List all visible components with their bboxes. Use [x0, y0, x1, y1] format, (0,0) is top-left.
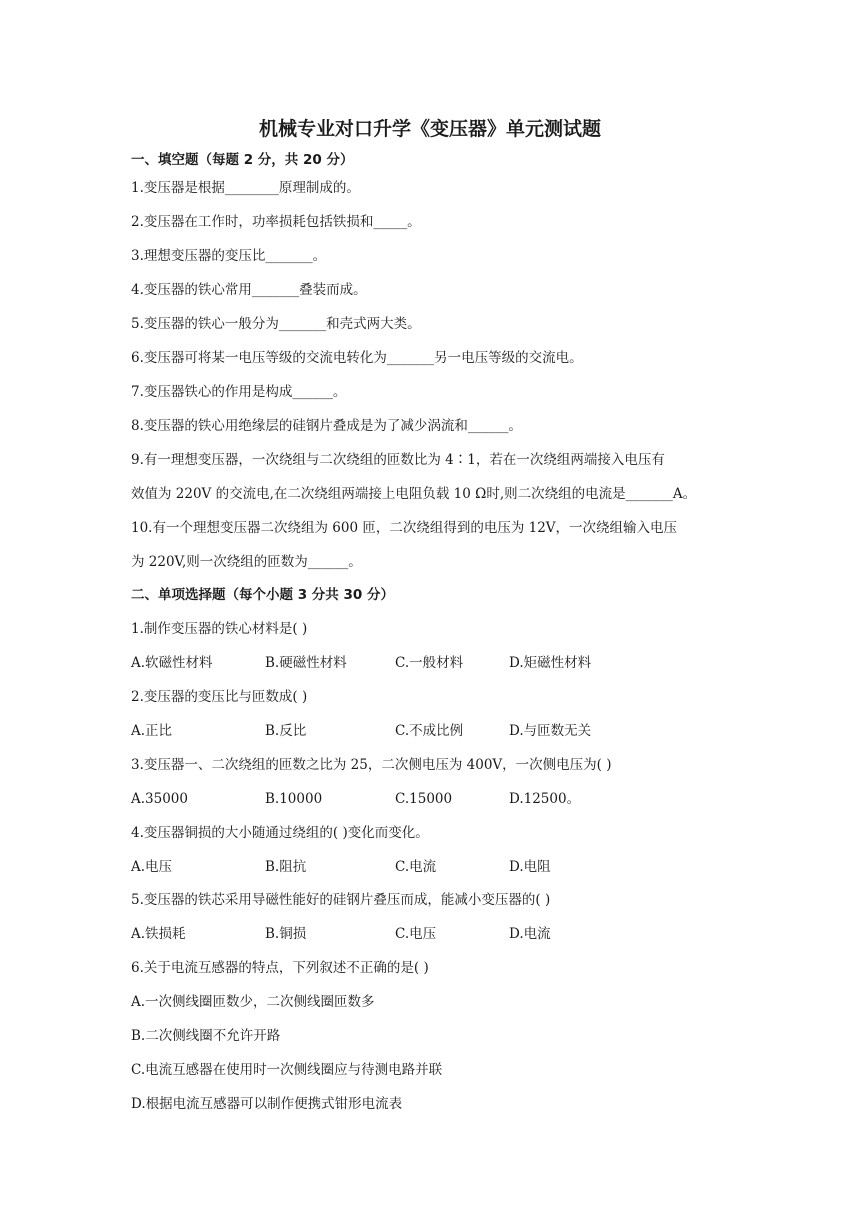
fill-question-10-line-2: 为 220V,则一次绕组的匝数为______。 [131, 554, 362, 570]
fill-question-6: 6.变压器可将某一电压等级的交流电转化为_______另一电压等级的交流电。 [131, 350, 583, 366]
choice-option: C.电流 [395, 859, 437, 875]
fill-question-9-line-2: 效值为 220V 的交流电,在二次绕组两端接上电阻负载 10 Ω时,则二次绕组的电流是_______A。 [131, 486, 697, 502]
fill-question-7: 7.变压器铁心的作用是构成______。 [131, 384, 347, 400]
choice-option: C.一般材料 [395, 655, 464, 671]
choice-question-5: 5.变压器的铁芯采用导磁性能好的硅钢片叠压而成，能减小变压器的( ) [131, 892, 551, 908]
choice-option: D.电阻 [509, 859, 551, 875]
fill-question-8: 8.变压器的铁心用绝缘层的硅钢片叠成是为了减少涡流和______。 [131, 418, 522, 434]
choice-option: D.根据电流互感器可以制作便携式钳形电流表 [131, 1096, 403, 1112]
choice-option: A.软磁性材料 [131, 655, 213, 671]
choice-option: B.10000 [265, 791, 323, 807]
choice-option: C.15000 [395, 791, 453, 807]
choice-option: A.35000 [131, 791, 188, 807]
fill-question-5: 5.变压器的铁心一般分为_______和壳式两大类。 [131, 316, 421, 332]
choice-option: D.矩磁性材料 [509, 655, 592, 671]
choice-option: D.12500。 [509, 791, 581, 807]
choice-question-2: 2.变压器的变压比与匝数成( ) [131, 689, 308, 705]
choice-option: B.反比 [265, 723, 307, 739]
choice-option: B.硬磁性材料 [265, 655, 347, 671]
choice-option: C.电流互感器在使用时一次侧线圈应与待测电路并联 [131, 1062, 443, 1078]
fill-question-10-line-1: 10.有一个理想变压器二次绕组为 600 匝，二次绕组得到的电压为 12V，一次绕组输入电压 [131, 520, 678, 536]
choice-option: B.铜损 [265, 926, 307, 942]
choice-option: A.一次侧线圈匝数少，二次侧线圈匝数多 [131, 994, 375, 1010]
section-heading-choice: 二、单项选择题（每个小题 3 分共 30 分） [131, 587, 394, 603]
choice-question-6: 6.关于电流互感器的特点，下列叙述不正确的是( ) [131, 960, 429, 976]
choice-option: C.不成比例 [395, 723, 464, 739]
choice-option: B.阻抗 [265, 859, 307, 875]
fill-question-1: 1.变压器是根据________原理制成的。 [131, 180, 360, 196]
choice-option: C.电压 [395, 926, 437, 942]
document-title: 机械专业对口升学《变压器》单元测试题 [258, 118, 601, 140]
choice-option: D.与匝数无关 [509, 723, 592, 739]
choice-option: A.电压 [131, 859, 173, 875]
choice-question-1: 1.制作变压器的铁心材料是( ) [131, 621, 308, 637]
choice-option: B.二次侧线圈不允许开路 [131, 1028, 281, 1044]
fill-question-3: 3.理想变压器的变压比_______。 [131, 248, 327, 264]
fill-question-4: 4.变压器的铁心常用_______叠装而成。 [131, 282, 367, 298]
choice-option: D.电流 [509, 926, 551, 942]
choice-option: A.正比 [131, 723, 173, 739]
fill-question-2: 2.变压器在工作时，功率损耗包括铁损和_____。 [131, 214, 421, 230]
fill-question-9-line-1: 9.有一理想变压器，一次绕组与二次绕组的匝数比为 4∶1，若在一次绕组两端接入电压有 [131, 452, 665, 468]
choice-question-3: 3.变压器一、二次绕组的匝数之比为 25，二次侧电压为 400V，一次侧电压为( ) [131, 757, 612, 773]
section-heading-fill-in: 一、填空题（每题 2 分，共 20 分） [131, 152, 354, 168]
choice-option: A.铁损耗 [131, 926, 186, 942]
choice-question-4: 4.变压器铜损的大小随通过绕组的( )变化而变化。 [131, 825, 429, 841]
